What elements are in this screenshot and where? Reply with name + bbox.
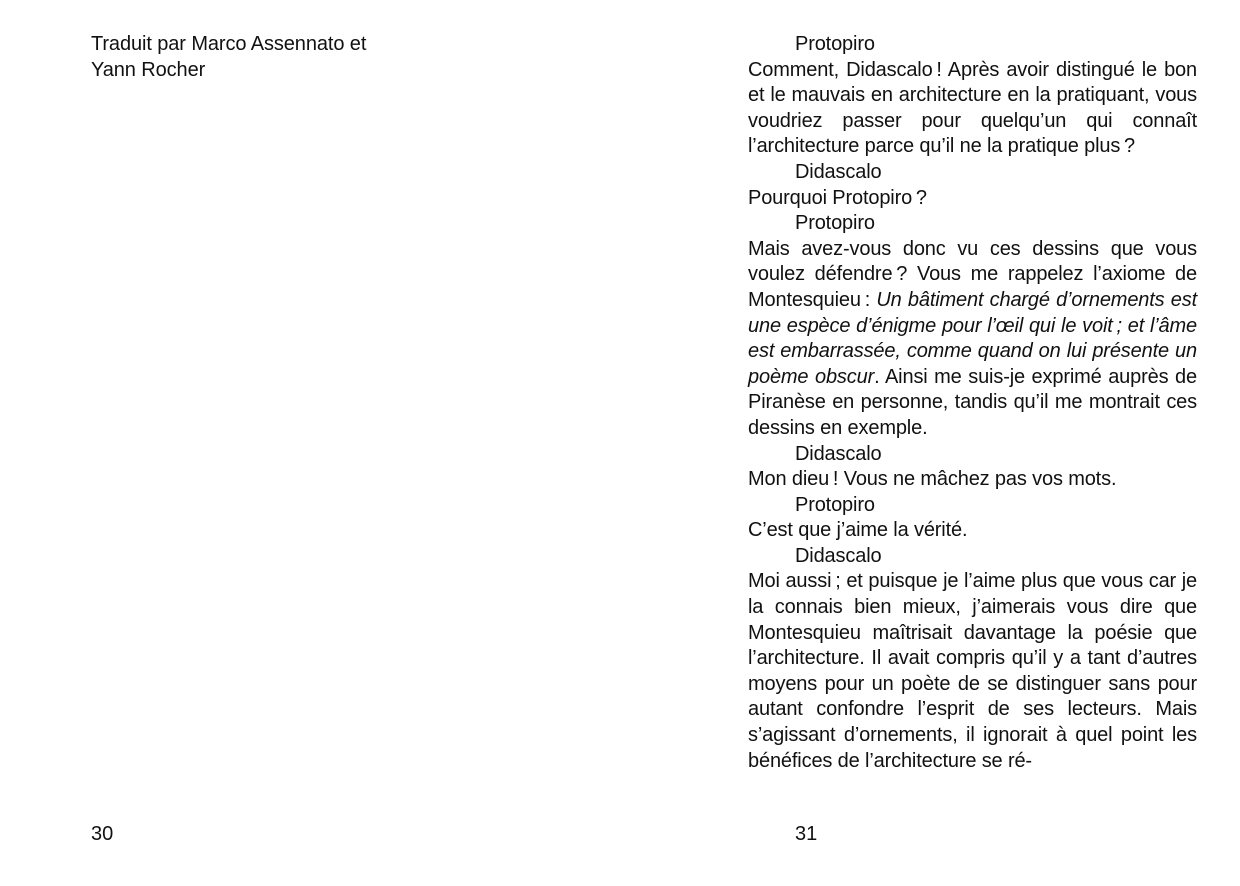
translator-credit — [91, 32, 366, 83]
credit-line-1: Traduit par Marco Assennato et — [91, 33, 367, 55]
text-segment: Pourquoi Protopiro ? — [748, 186, 927, 209]
speaker-name: Protopiro — [795, 493, 875, 516]
page-number: 31 — [795, 823, 818, 845]
speaker-name: Protopiro — [795, 212, 875, 235]
text-segment: Mais avez-vous donc vu ces dessins que vous voulez défendre ? Vous me rappelez l’axiome de Montesquieu : — [748, 237, 1197, 311]
dialogue-paragraph — [748, 58, 1197, 160]
text-segment: . Ainsi me suis-je exprimé auprès de Piranèse en personne, tandis qu’il me montrait ces dessins en exemple. — [748, 365, 1197, 439]
quotation-italic: Un bâtiment chargé d’ornements est une espèce d’énigme pour l’œil qui le voit ; et l’âme est embarrassée, comme quand on lui présente un poème obscur — [748, 288, 1197, 388]
speaker-name: Protopiro — [795, 33, 875, 55]
speaker-name: Didascalo — [795, 160, 882, 183]
page-number: 30 — [91, 823, 114, 845]
text-segment: Mon dieu ! Vous ne mâchez pas vos mots. — [748, 468, 1117, 491]
text-segment: Moi aussi ; et puisque je l’aime plus que vous car je la connais bien mieux, j’aimerais vous dire que Montesquieu maîtrisait davantage la poésie que l’architecture. Il avait compris qu’il y a tant d’autres moyens pour un poète de se distinguer sans pour autant confondre l’esprit de ses lecteurs. Mais s’agissant d’ornements, il ignorait à quel point les bénéfices de l’architecture se ré- — [748, 570, 1197, 772]
dialogue-paragraph — [748, 569, 1197, 774]
speaker-name: Didascalo — [795, 442, 882, 465]
dialogue-paragraph — [748, 518, 1197, 544]
text-segment: Comment, Didascalo ! Après avoir distingué le bon et le mauvais en architecture en la pratiquant, vous voudriez passer pour quelqu’un qui connaît l’architecture parce qu’il ne la pratique plus ? — [748, 58, 1197, 158]
dialogue-paragraph — [748, 467, 1197, 493]
dialogue-paragraph — [748, 186, 1197, 212]
right-page — [620, 0, 1240, 886]
credit-line-2: Yann Rocher — [91, 58, 206, 81]
text-segment: C’est que j’aime la vérité. — [748, 519, 968, 542]
dialogue-paragraph — [748, 237, 1197, 442]
speaker-name: Didascalo — [795, 544, 882, 567]
dialogue-text — [748, 32, 1197, 774]
